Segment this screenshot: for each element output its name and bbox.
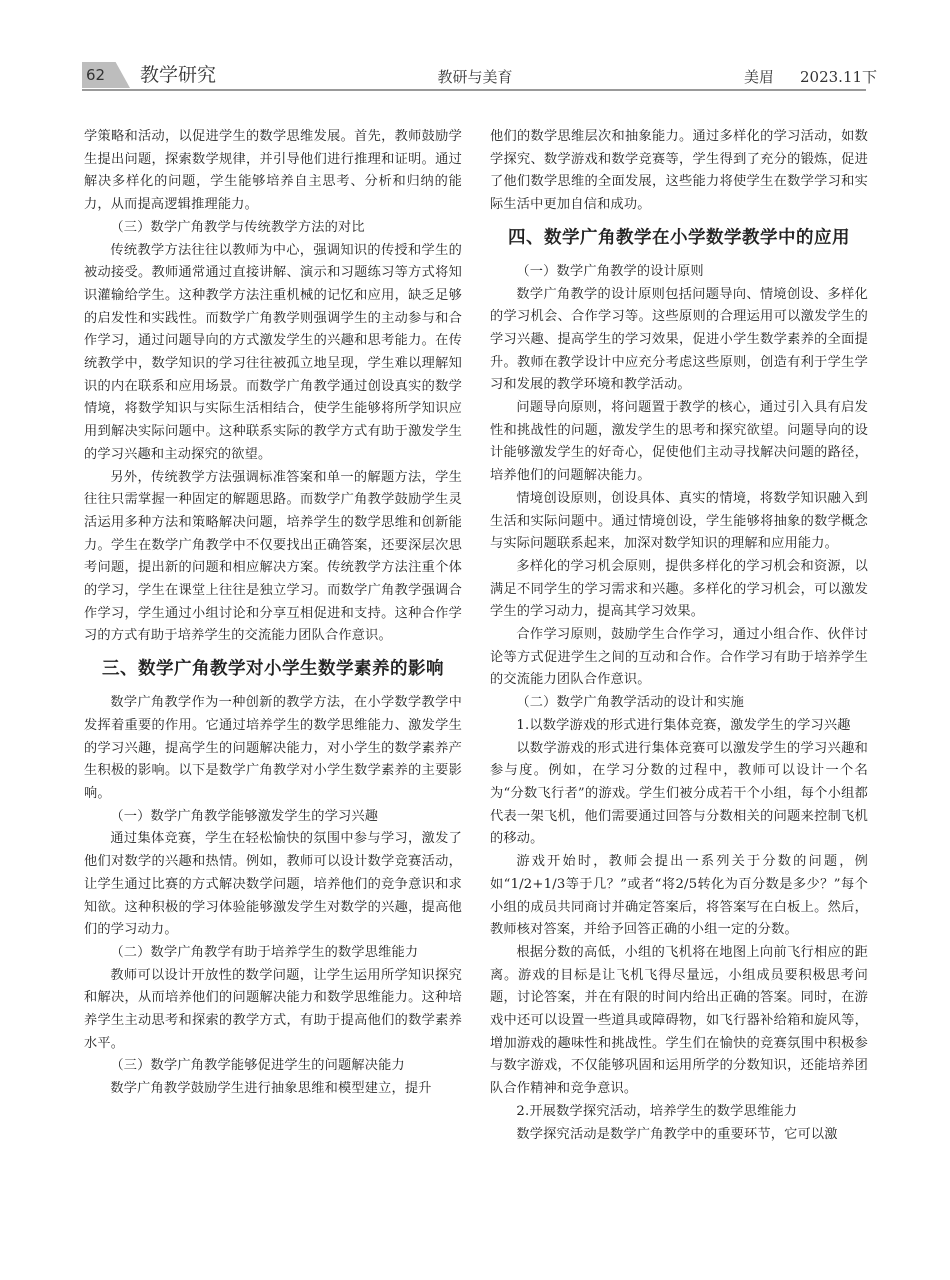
page-header — [0, 0, 950, 100]
section-name: 教学研究 — [140, 64, 217, 86]
paragraph: 另外，传统教学方法强调标准答案和单一的解题方法，学生往往只需掌握一种固定的解题思路。而数学广角教学鼓励学生灵活运用多种方法和策略解决问题，培养学生的数学思维和创新能力。学生在数学广角教学中不仅要找出正确答案，还要深层次思考问题，提出新的问题和相应解决方案。传统教学方法注重个体的学习，学生在课堂上往往是独立学习。而数学广角教学强调合作学习，学生通过小组讨论和分享互相促进和支持。这种合作学习的方式有助于培养学生的交流能力团队合作意识。 — [84, 469, 462, 644]
subsection-heading: （二）数学广角教学有助于培养学生的数学思维能力 — [110, 944, 419, 960]
left-column — [84, 126, 462, 1101]
author-name: 美眉 — [744, 68, 775, 86]
subsection-heading: （三）数学广角教学与传统教学方法的对比 — [110, 219, 365, 235]
paragraph: 他们的数学思维层次和抽象能力。通过多样化的学习活动，如数学探究、数学游戏和数学竞赛等，学生得到了充分的锻炼，促进了他们数学思维的全面发展，这些能力将使学生在数学学习和实际生活中更加自信和成功。 — [490, 129, 868, 213]
paragraph: 教师可以设计开放性的数学问题，让学生运用所学知识探究和解决，从而培养他们的问题解决能力和数学思维能力。这种培养学生主动思考和探索的教学方式，有助于提高他们的数学素养水平。 — [84, 967, 462, 1051]
paragraph: 情境创设原则，创设具体、真实的情境，将数学知识融入到生活和实际问题中。通过情境创设，学生能够将抽象的数学概念与实际问题联系起来，加深对数学知识的理解和应用能力。 — [490, 490, 868, 552]
journal-name: 教研与美育 — [437, 68, 513, 86]
subsection-heading: （三）数学广角教学能够促进学生的问题解决能力 — [110, 1058, 405, 1074]
right-column — [490, 126, 868, 1146]
section-heading: 四、数学广角教学在小学数学教学中的应用 — [508, 227, 850, 248]
paragraph: 以数学游戏的形式进行集体竞赛可以激发学生的学习兴趣和参与度。例如，在学习分数的过程中，教师可以设计一个名为“分数飞行者”的游戏。学生们被分成若干个小组，每个小组都代表一架飞机，他们需要通过回答与分数相关的问题来控制飞机的移动。 — [490, 740, 868, 847]
section-heading: 三、数学广角教学对小学生数学素养的影响 — [102, 659, 444, 680]
paragraph: 多样化的学习机会原则，提供多样化的学习机会和资源，以满足不同学生的学习需求和兴趣。多样化的学习机会，可以激发学生的学习动力，提高其学习效果。 — [490, 558, 868, 620]
paragraph: 游戏开始时，教师会提出一系列关于分数的问题，例如“1/2+1/3等于几？”或者“将2/5转化为百分数是多少？”每个小组的成员共同商讨并确定答案后，将答案写在白板上。然后，教师核对答案，并给予回答正确的小组一定的分数。 — [490, 854, 868, 938]
paragraph: 数学广角教学的设计原则包括问题导向、情境创设、多样化的学习机会、合作学习等。这些原则的合理运用可以激发学生的学习兴趣、提高学生的学习效果，促进小学生数学素养的全面提升。教师在教学设计中应充分考虑这些原则，创造有利于学生学习和发展的教学环境和教学活动。 — [490, 286, 868, 393]
paragraph: 传统教学方法往往以教师为中心，强调知识的传授和学生的被动接受。教师通常通过直接讲解、演示和习题练习等方式将知识灌输给学生。这种教学方法注重机械的记忆和应用，缺乏足够的启发性和实践性。而数学广角教学则强调学生的主动参与和合作学习，通过问题导向的方式激发学生的兴趣和思考能力。在传统教学中，数学知识的学习往往被孤立地呈现，学生难以理解知识的内在联系和应用场景。而数学广角教学通过创设真实的数学情境，将数学知识与实际生活相结合，使学生能够将所学知识应用到解决实际问题中。这种联系实际的教学方式有助于激发学生的学习兴趣和主动探究的欲望。 — [84, 242, 462, 462]
paragraph: 通过集体竞赛，学生在轻松愉快的氛围中参与学习，激发了他们对数学的兴趣和热情。例如，教师可以设计数学竞赛活动，让学生通过比赛的方式解决数学问题，培养他们的竞争意识和求知欲。这种积极的学习体验能够激发学生对数学的兴趣，提高他们的学习动力。 — [84, 831, 462, 938]
paragraph: 合作学习原则，鼓励学生合作学习，通过小组合作、伙伴讨论等方式促进学生之间的互动和合作。合作学习有助于培养学生的交流能力团队合作意识。 — [490, 627, 868, 688]
paragraph: 数学探究活动是数学广角教学中的重要环节，它可以激 — [516, 1126, 838, 1142]
page-number: 62 — [86, 66, 106, 84]
paragraph: 根据分数的高低，小组的飞机将在地图上向前飞行相应的距离。游戏的目标是让飞机飞得尽量远，小组成员要积极思考问题，讨论答案，并在有限的时间内给出正确的答案。同时，在游戏中还可以设置一些道具或障碍物，如飞行器补给箱和旋风等，增加游戏的趣味性和挑战性。学生们在愉快的竞赛氛围中积极参与数字游戏，不仅能够巩固和运用所学的分数知识，还能培养团队合作精神和竞争意识。 — [490, 944, 868, 1097]
paragraph: 数学广角教学鼓励学生进行抽象思维和模型建立，提升 — [110, 1081, 432, 1097]
paragraph: 问题导向原则，将问题置于教学的核心，通过引入具有启发性和挑战性的问题，激发学生的思考和探究欲望。问题导向的设计能够激发学生的好奇心，促使他们主动寻找解决问题的路径，培养他们的问题解决能力。 — [490, 400, 868, 484]
numbered-heading: 1.以数学游戏的形式进行集体竞赛，激发学生的学习兴趣 — [516, 717, 851, 733]
subsection-heading: （一）数学广角教学能够激发学生的学习兴趣 — [110, 808, 379, 824]
subsection-heading: （一）数学广角教学的设计原则 — [516, 263, 704, 279]
numbered-heading: 2.开展数学探究活动，培养学生的数学思维能力 — [516, 1103, 798, 1119]
paragraph: 学策略和活动，以促进学生的数学思维发展。首先，教师鼓励学生提出问题，探索数学规律，并引导他们进行推理和证明。通过解决多样化的问题，学生能够培养自主思考、分析和归纳的能力，从而提高逻辑推理能力。 — [84, 129, 462, 213]
subsection-heading: （二）数学广角教学活动的设计和实施 — [516, 695, 744, 711]
issue-info: 2023.11下 — [800, 68, 878, 86]
paragraph: 数学广角教学作为一种创新的教学方法，在小学数学教学中发挥着重要的作用。它通过培养学生的数学思维能力、激发学生的学习兴趣，提高学生的问题解决能力，对小学生的数学素养产生积极的影响。以下是数学广角教学对小学生数学素养的主要影响。 — [84, 695, 462, 801]
header-rule — [82, 89, 866, 91]
